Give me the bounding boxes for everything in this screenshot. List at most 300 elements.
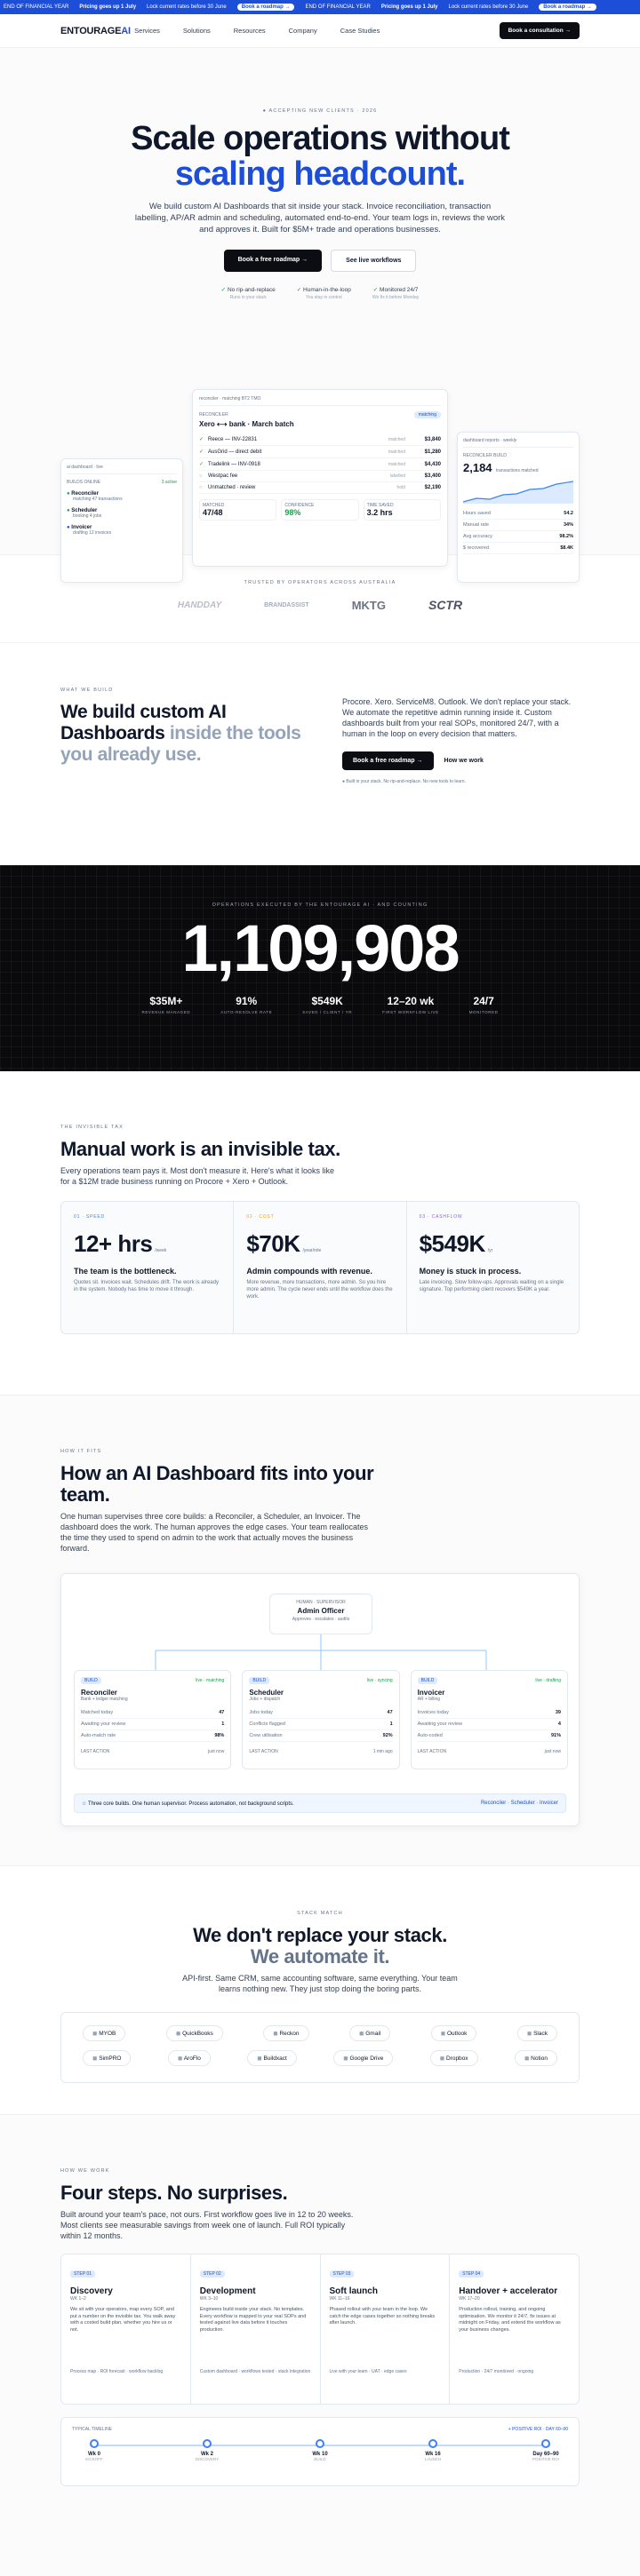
recon-row[interactable] xyxy=(199,458,441,471)
timeline-node-key: Wk 0 xyxy=(87,2452,100,2457)
build-row-key: Conflicts flagged xyxy=(249,1721,285,1727)
build-row-key: Auto-match rate xyxy=(81,1733,116,1738)
report-row-key: Avg accuracy xyxy=(463,534,492,539)
logo-text: ENTOURAGE xyxy=(60,25,122,36)
stack-chip-buildxact xyxy=(247,2050,297,2066)
build-right xyxy=(342,688,580,865)
step-card xyxy=(191,2254,321,2404)
build-card-foot xyxy=(81,1749,224,1754)
tax-card-value-row xyxy=(74,1230,220,1258)
step-card xyxy=(450,2254,579,2404)
check-icon: ✓ xyxy=(372,287,380,293)
tax-section xyxy=(0,1071,640,1395)
stack-chip-simpro xyxy=(83,2050,131,2066)
build-row-key: Awaiting your review xyxy=(417,1721,462,1727)
build-card-row xyxy=(81,1719,224,1730)
app-icon: ◼ xyxy=(175,2031,183,2037)
step-body: Phased rollout with your team in the loop. We catch the edge cases together so nothing breaks after launch. xyxy=(329,2307,436,2326)
admin-officer-node xyxy=(269,1594,372,1634)
stack-chip-label: MYOB xyxy=(99,2031,116,2037)
tax-card-body: Late invoicing. Slow follow-ups. Approvals waiting on a single signature. Top performing client recovers $549K a year. xyxy=(419,1280,564,1292)
tax-card-value: $70K xyxy=(246,1230,300,1257)
build-card-sub: Bank + ledger matching xyxy=(81,1697,128,1702)
stack-chip-slack xyxy=(517,2025,557,2041)
step-tag: STEP 04 xyxy=(459,2270,484,2278)
build-row-value: 98% xyxy=(214,1733,225,1738)
ticker-bold: Pricing goes up 1 July xyxy=(79,4,137,10)
step-foot: Custom dashboard · workflows tested · stack integration xyxy=(199,2369,311,2374)
timeline-node-value: LAUNCH xyxy=(424,2457,442,2461)
timeline-node-value: KICKOFF xyxy=(85,2457,103,2461)
step-foot: Process map · ROI forecast · workflow backlog xyxy=(70,2369,164,2374)
recon-row-amount: $3,400 xyxy=(424,473,441,479)
stack-chip-label: Reckon xyxy=(279,2031,300,2037)
admin-sub: Approves · escalates · audits xyxy=(292,1617,350,1622)
recon-row-state: matched xyxy=(388,449,405,455)
build-foot-value: just now xyxy=(207,1749,225,1754)
build-row-value: 91% xyxy=(550,1733,561,1738)
build-cta-row xyxy=(342,751,580,770)
build-card-invoicer[interactable] xyxy=(411,1670,568,1769)
admin-title: Admin Officer xyxy=(297,1607,345,1615)
trust-eyebrow: TRUSTED BY OPERATORS ACROSS AUSTRALIA xyxy=(244,580,396,585)
step-weeks: WK 11–16 xyxy=(329,2296,350,2302)
metrics-eyebrow: OPERATIONS EXECUTED BY THE ENTOURAGE AI · AND COUNTING xyxy=(212,902,428,908)
ticker-bold: Pricing goes up 1 July xyxy=(380,4,438,10)
steps-section xyxy=(0,2114,640,2576)
build-title xyxy=(60,702,307,766)
mock-right-value-row xyxy=(463,460,573,476)
recon-row-state: matched xyxy=(388,436,405,442)
mock-left-head xyxy=(67,480,177,485)
mock-right-rows xyxy=(463,508,573,554)
build-roadmap-button[interactable]: Book a free roadmap → xyxy=(342,751,434,770)
hero-workflows-button[interactable]: See live workflows xyxy=(331,250,416,272)
step-weeks: WK 17–20 xyxy=(459,2296,480,2302)
tax-card-body: More revenue, more transactions, more admin. So you hire more admin. The cycle never ends until the workflow does the work. xyxy=(246,1280,393,1300)
tax-card xyxy=(61,1202,234,1333)
check-sub: You stay in control xyxy=(305,295,342,300)
timeline-label: TYPICAL TIMELINE xyxy=(72,2427,113,2432)
recon-row[interactable] xyxy=(199,471,441,482)
build-foot-value: just now xyxy=(544,1749,561,1754)
report-row-value: 34% xyxy=(563,522,573,528)
build-card-foot xyxy=(249,1749,392,1754)
build-card-row xyxy=(249,1707,392,1719)
recon-row-state: hold xyxy=(396,485,405,490)
check-icon: ✓ xyxy=(199,437,204,442)
build-card-name: Invoicer xyxy=(417,1689,445,1697)
step-name: Handover + accelerator xyxy=(459,2286,558,2296)
build-row-key: Invoices today xyxy=(417,1710,449,1715)
build-title-b: inside the tools you already use. xyxy=(60,723,301,765)
fit-body: One human supervises three core builds: a Reconciler, a Scheduler, an Invoicer. The dashboard does the work. The human approves the edge cases. Your team reallocates the time they used to spend on admin to the work that actually moves the business forward. xyxy=(60,1512,369,1553)
stack-chip-dropbox xyxy=(430,2050,478,2066)
build-left xyxy=(60,688,307,865)
metrics-section xyxy=(0,865,640,1071)
metrics-counter: 1,109,908 xyxy=(181,911,459,985)
stack-chip-label: Dropbox xyxy=(445,2055,468,2062)
step-tag: STEP 01 xyxy=(70,2270,95,2278)
recon-row-name: Westpac fee xyxy=(208,473,238,479)
mock-main-card xyxy=(192,389,448,567)
build-section xyxy=(0,643,640,865)
app-icon: ◼ xyxy=(440,2031,447,2037)
metric-stat xyxy=(469,995,499,1014)
tax-card-tag: 02 · COST xyxy=(246,1214,275,1220)
recon-row-amount: $2,190 xyxy=(424,485,441,490)
nav-services[interactable]: Services xyxy=(134,27,160,35)
tax-card-value: $549K xyxy=(419,1230,485,1257)
tax-card-value-row xyxy=(246,1230,393,1258)
build-card-row xyxy=(81,1707,224,1719)
tax-body: Every operations team pays it. Most don't measure it. Here's what it looks like for a $12M trade business running on Procore + Xero + Outlook. xyxy=(60,1166,335,1186)
hero-eyebrow: ● ACCEPTING NEW CLIENTS · 2026 xyxy=(262,108,378,114)
hero-title-line2: scaling headcount. xyxy=(174,155,466,193)
stack-body: API-first. Same CRM, same accounting software, same everything. Your team learns nothing new. They just stop doing the boring parts. xyxy=(182,1974,458,1993)
check-label: Human-in-the-loop xyxy=(303,287,351,293)
build-card-row xyxy=(418,1730,561,1742)
stack-chip-myob xyxy=(83,2025,125,2041)
ticker-roadmap-button[interactable]: Book a roadmap → xyxy=(539,4,596,11)
mock-left-item-sub: matching 47 transactions xyxy=(73,497,123,502)
nav-resources[interactable]: Resources xyxy=(233,27,266,35)
report-row xyxy=(463,508,573,520)
timeline-node-value: POSITIVE ROI xyxy=(532,2457,559,2461)
stack-chip-outlook xyxy=(431,2025,477,2041)
build-note: ● Built in your stack. No rip-and-replace. No new tools to learn. xyxy=(341,779,466,784)
tax-card-unit: /week xyxy=(155,1248,167,1253)
logo-accent: AI xyxy=(121,25,131,36)
stack-chip-label: Outlook xyxy=(446,2031,468,2037)
build-card-name: Reconciler xyxy=(81,1689,117,1697)
app-icon: ◼ xyxy=(177,2055,184,2062)
stack-chip-reckon xyxy=(263,2025,308,2041)
hero-checks xyxy=(0,286,640,300)
check-sub: We fix it before Monday xyxy=(372,295,420,300)
report-row-key: Hours saved xyxy=(463,511,491,516)
stack-chip-label: QuickBooks xyxy=(182,2031,213,2037)
timeline-head xyxy=(72,2427,568,2432)
mock-left-item xyxy=(67,491,177,502)
app-icon: ◼ xyxy=(257,2055,264,2062)
metric-value: 24/7 xyxy=(473,995,494,1007)
stack-title-b: We automate it. xyxy=(250,1945,390,1968)
check-label: Monitored 24/7 xyxy=(380,287,419,293)
build-card-row xyxy=(249,1719,392,1730)
hero-title xyxy=(0,121,640,192)
mock-stat-label: TIME SAVED xyxy=(366,503,394,508)
stack-title-a: We don't replace your stack. xyxy=(193,1924,447,1946)
check-icon: ✓ xyxy=(199,462,204,467)
build-card-head xyxy=(249,1677,392,1684)
metric-label: REVENUE MANAGED xyxy=(141,1010,191,1014)
mock-left-item xyxy=(67,508,177,519)
mock-left-item xyxy=(67,525,177,536)
build-row-value: 4 xyxy=(557,1721,561,1727)
step-name: Discovery xyxy=(70,2286,113,2296)
fit-diagram xyxy=(60,1573,580,1826)
metric-value: $35M+ xyxy=(149,995,183,1007)
steps-title: Four steps. No surprises. xyxy=(60,2182,288,2204)
app-icon: ◼ xyxy=(273,2031,280,2037)
recon-row[interactable] xyxy=(199,482,441,494)
mock-left-item-sub: booking 4 jobs xyxy=(73,513,102,519)
build-card-row xyxy=(418,1719,561,1730)
mock-right-value: 2,184 xyxy=(463,461,492,474)
build-row-key: Jobs today xyxy=(249,1710,273,1715)
recon-row[interactable] xyxy=(199,446,441,458)
logo-handday: HANDDAY xyxy=(177,600,222,610)
check-icon: ✓ xyxy=(199,449,204,455)
build-card-status: live · syncing xyxy=(366,1678,393,1683)
hero-title-line1: Scale operations without xyxy=(131,120,509,157)
ticker-prefix: END OF FINANCIAL YEAR xyxy=(4,4,69,10)
timeline-dot xyxy=(428,2439,437,2448)
dot-icon: ○ xyxy=(199,485,203,490)
app-icon: ◼ xyxy=(526,2031,534,2037)
build-card-row xyxy=(249,1730,392,1742)
stack-chip-label: Notion xyxy=(531,2055,548,2062)
mock-stat xyxy=(364,499,441,521)
app-icon: ◼ xyxy=(92,2055,100,2062)
nav-case-studies[interactable]: Case Studies xyxy=(340,27,380,35)
mock-stat xyxy=(281,499,358,521)
check-item xyxy=(297,286,351,300)
app-icon: ◼ xyxy=(524,2055,532,2062)
build-card-reconciler[interactable] xyxy=(74,1670,231,1769)
mock-left-item-sub: drafting 12 invoices xyxy=(73,530,112,536)
app-icon: ◼ xyxy=(343,2055,350,2062)
step-body: Production rollout, training, and ongoing optimisation. We monitor it 24/7, fix issues at midnight on Friday, and extend the workflow as your business changes. xyxy=(459,2307,561,2333)
stack-chip-label: Gmail xyxy=(365,2031,381,2037)
mock-stat-label: MATCHED xyxy=(203,503,225,508)
ticker-text: Lock current rates before 30 June xyxy=(448,4,529,10)
build-body: Procore. Xero. ServiceM8. Outlook. We don't replace your stack. We automate the repetitive admin running inside it. Custom dashboards built from your real SOPs, monitored 24/7, with a human in the loop on every decision that matters. xyxy=(341,697,572,738)
stack-eyebrow: STACK MATCH xyxy=(297,1911,343,1916)
mock-main-rows xyxy=(199,433,441,494)
recon-row[interactable] xyxy=(199,433,441,446)
metric-stat xyxy=(220,995,272,1014)
build-card-scheduler[interactable] xyxy=(242,1670,399,1769)
hero-roadmap-button[interactable]: Book a free roadmap → xyxy=(224,250,323,272)
stack-chip-gmail xyxy=(349,2025,390,2041)
app-icon: ◼ xyxy=(92,2031,100,2037)
sparkline-chart xyxy=(463,479,573,504)
metric-label: MONITORED xyxy=(468,1010,499,1014)
recon-row-name: Reece — INV-22831 xyxy=(208,436,258,442)
step-tag: STEP 03 xyxy=(330,2270,355,2278)
metric-value: 12–20 wk xyxy=(387,995,435,1007)
report-row xyxy=(463,543,573,554)
stack-chip-quickbooks xyxy=(166,2025,223,2041)
trust-logos xyxy=(0,598,640,612)
report-row-value: 98.2% xyxy=(559,534,573,539)
tax-eyebrow: THE INVISIBLE TAX xyxy=(60,1125,124,1130)
stack-title xyxy=(0,1925,640,1968)
fit-eyebrow: HOW IT FITS xyxy=(60,1449,102,1454)
step-card xyxy=(321,2254,451,2404)
tax-card-tag: 03 · CASHFLOW xyxy=(419,1214,463,1220)
mock-main-label: RECONCILER xyxy=(199,412,228,417)
mock-left-item-name: Invoicer xyxy=(71,525,92,530)
metric-stat xyxy=(141,995,190,1014)
build-row-value: 92% xyxy=(382,1733,393,1738)
timeline-node xyxy=(185,2439,229,2461)
mock-stat-value: 47/48 xyxy=(203,508,223,517)
build-card-foot xyxy=(418,1749,561,1754)
ticker-text: Lock current rates before 30 June xyxy=(147,4,227,10)
metric-label: FIRST WORKFLOW LIVE xyxy=(382,1010,439,1014)
build-cards xyxy=(74,1670,568,1769)
tax-card-title: Money is stuck in process. xyxy=(419,1267,522,1276)
timeline-node-key: Day 60–90 xyxy=(532,2452,559,2457)
mock-left-item-name: Scheduler xyxy=(71,508,98,513)
fit-section xyxy=(0,1395,640,1865)
build-foot-key: LAST ACTION xyxy=(249,1749,278,1754)
timeline-node-key: Wk 2 xyxy=(200,2452,213,2457)
recon-row-amount: $4,430 xyxy=(424,461,441,467)
recon-row-name: Unmatched · review xyxy=(208,485,256,490)
stack-chip-aroflo xyxy=(168,2050,211,2066)
status-dot: ● xyxy=(67,508,72,513)
build-row-value: 1 xyxy=(389,1721,393,1727)
mock-stat-value: 3.2 hrs xyxy=(366,508,393,517)
report-row-key: Manual rate xyxy=(463,522,490,528)
step-weeks: WK 1–2 xyxy=(70,2296,86,2302)
timeline-dot xyxy=(203,2439,212,2448)
metric-value: 91% xyxy=(236,995,258,1007)
timeline-node xyxy=(411,2439,455,2461)
build-how-link[interactable]: How we work xyxy=(444,758,484,764)
timeline-dot xyxy=(541,2439,550,2448)
report-row xyxy=(463,531,573,543)
timeline-dot xyxy=(90,2439,99,2448)
build-row-value: 47 xyxy=(219,1710,225,1715)
tax-title: Manual work is an invisible tax. xyxy=(60,1138,340,1160)
nav-solutions[interactable]: Solutions xyxy=(182,27,211,35)
admin-tag: HUMAN · SUPERVISOR xyxy=(296,1600,346,1605)
nav-company[interactable]: Company xyxy=(288,27,317,35)
mock-right-url: dashboard reports · weekly xyxy=(463,438,573,448)
build-card-head xyxy=(418,1677,561,1684)
step-foot: Production · 24/7 monitored · ongoing xyxy=(459,2369,534,2374)
announcement-ticker xyxy=(0,0,640,14)
logo-mktg: MKTG xyxy=(351,598,386,612)
mock-right-card xyxy=(457,432,580,583)
timeline-node-key: Wk 10 xyxy=(312,2452,328,2457)
step-name: Soft launch xyxy=(329,2286,378,2296)
timeline-node xyxy=(298,2439,342,2461)
build-card-sub: Jobs + dispatch xyxy=(249,1697,281,1702)
mock-left-item-name: Reconciler xyxy=(71,491,99,497)
mock-main-stats xyxy=(199,499,441,521)
hero-section xyxy=(0,48,640,554)
stack-chip-notion xyxy=(515,2050,557,2066)
fit-title: How an AI Dashboard fits into your team. xyxy=(60,1462,374,1506)
check-icon: ✓ xyxy=(296,287,304,293)
timeline-node-value: DISCOVERY xyxy=(195,2457,220,2461)
tax-card xyxy=(407,1202,579,1333)
hero-body: We build custom AI Dashboards that sit inside your stack. Invoice reconciliation, transaction labelling, AP/AR admin and scheduling, automated end-to-end. Your team logs in, reviews the work and approves it. Built for $5M+ trade and operations businesses. xyxy=(134,202,506,235)
metrics-stats xyxy=(0,995,640,1014)
tax-card-unit: /yr xyxy=(487,1248,493,1253)
hero-cta-row xyxy=(0,250,640,272)
timeline xyxy=(60,2417,580,2486)
metric-stat xyxy=(382,995,439,1014)
ticker-prefix: END OF FINANCIAL YEAR xyxy=(305,4,371,10)
build-row-key: Auto-coded xyxy=(417,1733,443,1738)
report-row-key: $ recovered xyxy=(463,545,490,551)
mock-main-url: reconciler · matching BT2 TMO xyxy=(199,396,441,406)
build-foot-value: 1 min ago xyxy=(372,1749,393,1754)
timeline-right: + POSITIVE ROI · DAY 60–90 xyxy=(508,2427,568,2432)
top-nav xyxy=(0,14,640,48)
stack-logos xyxy=(60,2012,580,2083)
steps-eyebrow: HOW WE WORK xyxy=(60,2168,110,2174)
metric-label: AUTO-RESOLVE RATE xyxy=(220,1010,273,1014)
stack-row-1 xyxy=(83,2025,557,2041)
star-icon: ☆ xyxy=(82,1801,88,1807)
ticker-roadmap-button[interactable]: Book a roadmap → xyxy=(237,4,295,11)
status-dot: ● xyxy=(67,491,72,497)
stack-chip-label: Buildxact xyxy=(263,2055,287,2062)
build-row-key: Crew utilisation xyxy=(249,1733,283,1738)
stack-chip-google-drive xyxy=(333,2050,393,2066)
book-consultation-button[interactable]: Book a consultation → xyxy=(500,22,580,39)
mock-stat-label: CONFIDENCE xyxy=(284,503,315,508)
fit-footer xyxy=(74,1793,566,1813)
step-body: We sit with your operators, map every SOP, and put a number on the invisible tax. You walk away with a costed build plan, whether you hire us or not. xyxy=(70,2307,176,2333)
timeline-node xyxy=(524,2439,568,2461)
recon-row-name: AusGrid — direct debit xyxy=(208,449,262,455)
build-card-row xyxy=(418,1707,561,1719)
build-card-name: Scheduler xyxy=(249,1689,284,1697)
build-card-head xyxy=(81,1677,224,1684)
fit-footer-right: Reconciler · Scheduler · Invoicer xyxy=(480,1801,558,1806)
timeline-node xyxy=(72,2439,116,2461)
timeline-nodes xyxy=(72,2439,568,2461)
build-row-value: 39 xyxy=(555,1710,561,1715)
stack-section xyxy=(0,1865,640,2114)
tax-cards xyxy=(60,1201,580,1334)
nav-links xyxy=(134,27,380,35)
mock-stat-value: 98% xyxy=(284,508,301,517)
stack-chip-label: SimPRO xyxy=(99,2055,122,2062)
mock-left-head-right: 3 active xyxy=(161,480,177,485)
build-card-status: live · matching xyxy=(196,1678,225,1683)
metric-stat xyxy=(302,995,352,1014)
build-row-value: 1 xyxy=(221,1721,225,1727)
tax-card-title: The team is the bottleneck. xyxy=(74,1267,177,1276)
build-row-key: Matched today xyxy=(81,1710,114,1715)
stack-chip-label: Slack xyxy=(533,2031,548,2037)
step-tag: STEP 02 xyxy=(200,2270,225,2278)
build-card-sub: AR + billing xyxy=(417,1697,441,1702)
build-card-tag: BUILD xyxy=(418,1677,438,1684)
recon-row-amount: $3,840 xyxy=(424,436,441,442)
metric-value: $549K xyxy=(311,995,343,1007)
logo[interactable] xyxy=(60,26,131,36)
build-card-row xyxy=(81,1730,224,1742)
build-card-tag: BUILD xyxy=(81,1677,101,1684)
recon-row-name: Tradelink — INV-0918 xyxy=(208,461,260,467)
tax-card-tag: 01 · SPEED xyxy=(74,1214,105,1220)
build-eyebrow: WHAT WE BUILD xyxy=(60,688,114,693)
step-weeks: WK 3–10 xyxy=(199,2296,219,2302)
stack-chip-label: AroFlo xyxy=(183,2055,201,2062)
status-dot: ● xyxy=(67,525,72,530)
